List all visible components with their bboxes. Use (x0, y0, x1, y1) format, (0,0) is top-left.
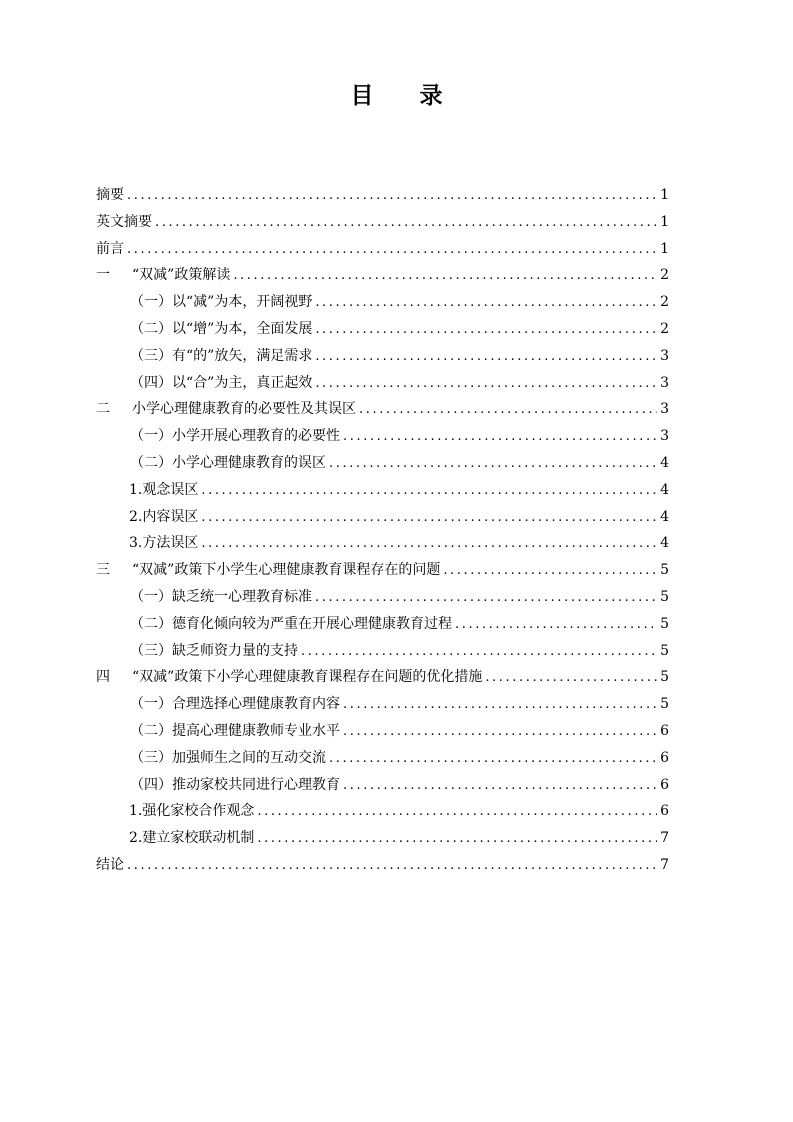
toc-entry[interactable] (96, 664, 669, 691)
toc-entry-title: （三）缺乏师资力量的支持 (130, 642, 298, 659)
toc-entry[interactable] (96, 477, 669, 504)
toc-entry-page-number: 5 (660, 588, 669, 605)
toc-entry-title: “双减”政策解读 (132, 267, 231, 284)
toc-entry-page-number: 2 (660, 320, 669, 337)
toc-entry-title: 前言 (96, 240, 124, 257)
toc-entry-page-number: 6 (660, 722, 669, 739)
toc-entry[interactable] (96, 236, 669, 263)
toc-entry-title: （二）小学心理健康教育的误区 (130, 454, 326, 471)
dot-leader (201, 531, 657, 558)
dot-leader (301, 639, 657, 666)
toc-entry[interactable] (96, 611, 669, 638)
dot-leader (257, 826, 657, 853)
toc-entry[interactable] (96, 798, 669, 825)
toc-entry-page-number: 4 (660, 535, 669, 552)
toc-entry[interactable] (96, 584, 669, 611)
toc-entry-title: （二）德育化倾向较为严重在开展心理健康教育过程 (130, 615, 452, 632)
dot-leader (343, 424, 657, 451)
toc-entry[interactable] (96, 450, 669, 477)
toc-entry[interactable] (96, 718, 669, 745)
toc-entry-page-number: 3 (660, 374, 669, 391)
toc-entry-title: 结论 (96, 856, 124, 873)
dot-leader (443, 558, 657, 585)
toc-entry[interactable] (96, 638, 669, 665)
toc-entry-page-number: 4 (660, 481, 669, 498)
toc-entry-page-number: 1 (660, 187, 669, 203)
dot-leader (343, 719, 657, 746)
toc-entry-title: （三）加强师生之间的互动交流 (130, 749, 326, 766)
toc-entry-page-number: 5 (660, 669, 669, 686)
dot-leader (155, 210, 657, 237)
toc-entry-page-number: 7 (660, 856, 669, 873)
toc-entry[interactable] (96, 772, 669, 799)
dot-leader (201, 478, 657, 505)
toc-entry-number: 一 (96, 267, 110, 284)
toc-entry[interactable] (96, 289, 669, 316)
toc-entry[interactable] (96, 530, 669, 557)
toc-entry-page-number: 3 (660, 428, 669, 445)
toc-entry[interactable] (96, 262, 669, 289)
toc-entry-title: （三）有“的”放矢，满足需求 (130, 347, 313, 364)
toc-entry-title: （四）以“合”为主，真正起效 (130, 374, 313, 391)
toc-entry-title: （二）提高心理健康教师专业水平 (130, 722, 340, 739)
toc-entry[interactable] (96, 209, 669, 236)
toc-entry[interactable] (96, 825, 669, 852)
toc-entry-page-number: 3 (660, 401, 669, 418)
toc-entry-page-number: 6 (660, 803, 669, 820)
toc-entry-title: 2.内容误区 (129, 508, 199, 525)
toc-entry-title: 3.方法误区 (129, 535, 199, 552)
toc-entry-page-number: 3 (660, 347, 669, 364)
dot-leader (315, 344, 657, 371)
toc-entry[interactable] (96, 691, 669, 718)
toc-entry-number: 四 (96, 669, 110, 686)
dot-leader (343, 773, 657, 800)
toc-entry[interactable] (96, 370, 669, 397)
toc-entry-page-number: 6 (660, 776, 669, 793)
toc-entry-title: （一）缺乏统一心理教育标准 (130, 588, 312, 605)
toc-entry-page-number: 6 (660, 749, 669, 766)
toc-entry-title: “双减”政策下小学生心理健康教育课程存在的问题 (132, 562, 441, 579)
dot-leader (127, 183, 657, 210)
toc-entry[interactable] (96, 396, 669, 423)
toc-entry-title: 2.建立家校联动机制 (129, 830, 255, 847)
toc-entry-page-number: 4 (660, 508, 669, 525)
toc-entry-page-number: 1 (660, 213, 669, 230)
toc-entry[interactable] (96, 852, 669, 879)
page-title: 目录 (350, 83, 489, 109)
toc-entry-page-number: 2 (660, 267, 669, 284)
toc-entry-page-number: 5 (660, 615, 669, 632)
toc-entry-number: 二 (96, 401, 110, 418)
toc-entry[interactable] (96, 504, 669, 531)
toc-entry[interactable] (96, 745, 669, 772)
toc-entry[interactable] (96, 182, 669, 209)
toc-entry-title: 摘要 (96, 187, 124, 203)
toc-entry[interactable] (96, 343, 669, 370)
toc-entry-page-number: 7 (660, 830, 669, 847)
dot-leader (329, 746, 657, 773)
dot-leader (315, 585, 657, 612)
toc-entry[interactable] (96, 557, 669, 584)
toc-entry-page-number: 5 (660, 642, 669, 659)
dot-leader (485, 665, 657, 692)
toc-entry-title: （二）以“增”为本，全面发展 (130, 320, 313, 337)
dot-leader (201, 505, 657, 532)
toc-entry-title: （一）以“减”为本，开阔视野 (130, 294, 313, 311)
dot-leader (127, 237, 657, 264)
toc-entry-page-number: 5 (660, 696, 669, 713)
toc-entry-title: （一）小学开展心理教育的必要性 (130, 428, 340, 445)
toc-entry-title: 英文摘要 (96, 213, 152, 230)
toc-entry-page-number: 1 (660, 240, 669, 257)
toc-entry-page-number: 2 (660, 294, 669, 311)
table-of-contents (96, 182, 669, 879)
toc-entry[interactable] (96, 423, 669, 450)
dot-leader (343, 692, 657, 719)
dot-leader (315, 290, 657, 317)
dot-leader (359, 397, 657, 424)
dot-leader (315, 317, 657, 344)
dot-leader (233, 263, 657, 290)
toc-entry-page-number: 4 (660, 454, 669, 471)
toc-entry-title: 1.观念误区 (129, 481, 199, 498)
toc-entry-title: （一）合理选择心理健康教育内容 (130, 696, 340, 713)
dot-leader (315, 371, 657, 398)
toc-entry-title: “双减”政策下小学心理健康教育课程存在问题的优化措施 (132, 669, 483, 686)
toc-entry-title: 小学心理健康教育的必要性及其误区 (132, 401, 356, 418)
toc-entry-number: 三 (96, 562, 110, 579)
toc-entry[interactable] (96, 316, 669, 343)
toc-entry-title: （四）推动家校共同进行心理教育 (130, 776, 340, 793)
dot-leader (455, 612, 657, 639)
dot-leader (127, 853, 657, 880)
toc-entry-title: 1.强化家校合作观念 (129, 803, 255, 820)
dot-leader (329, 451, 657, 478)
dot-leader (257, 799, 657, 826)
toc-entry-page-number: 5 (660, 562, 669, 579)
